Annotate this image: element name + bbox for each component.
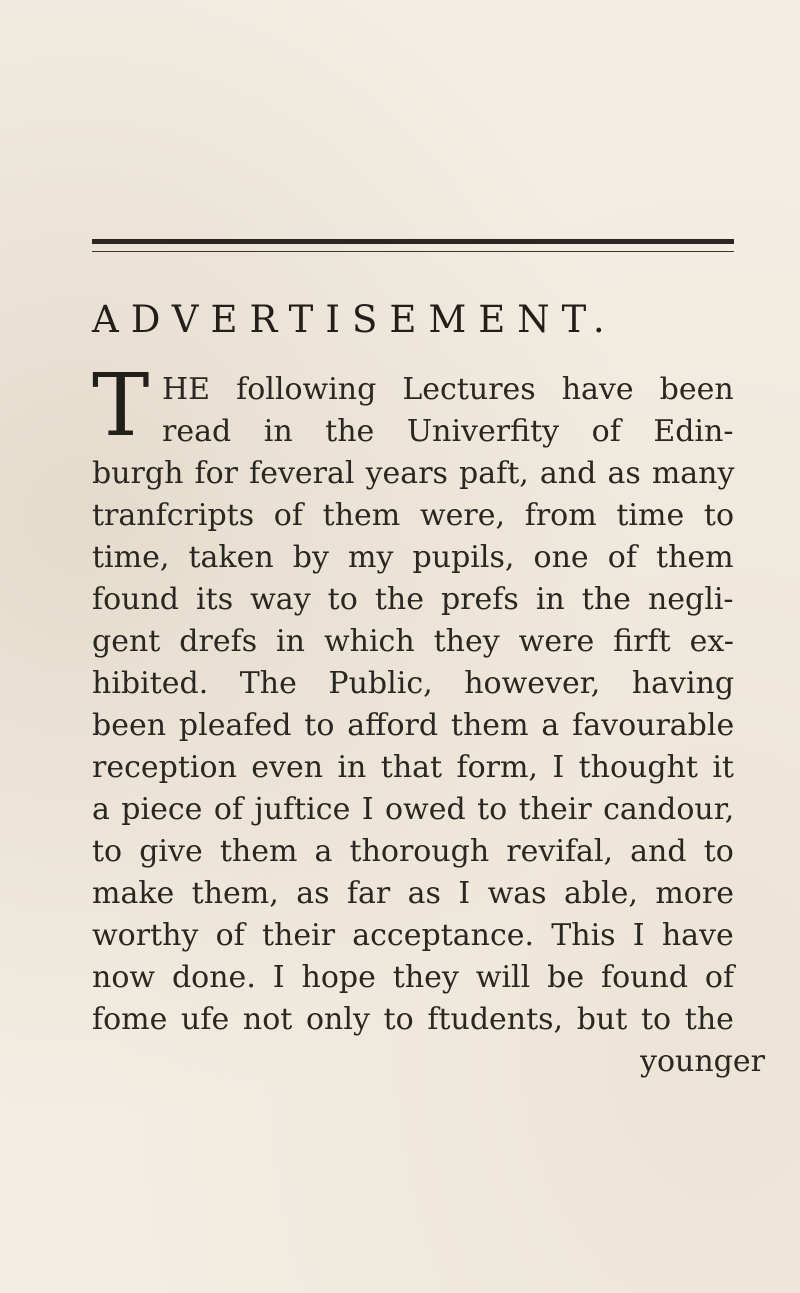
- text-line: tranfcripts of them were, from time to: [92, 498, 735, 533]
- text-line: reception even in that form, I thought it: [92, 750, 734, 785]
- text-line: fome ufe not only to ftudents, but to the: [92, 1002, 734, 1037]
- page-heading: ADVERTISEMENT.: [92, 298, 617, 341]
- text-line: time, taken by my pupils, one of them: [92, 540, 734, 575]
- header-rule-thin: [92, 251, 734, 252]
- text-line: a piece of juftice I owed to their candour,: [92, 792, 735, 827]
- drop-cap: T: [92, 356, 150, 456]
- text-line: make them, as far as I was able, more: [92, 876, 734, 911]
- catchword: younger: [640, 1044, 765, 1079]
- header-rule-thick: [92, 239, 734, 244]
- text-line: HE following Lectures have been: [162, 372, 734, 407]
- text-line: found its way to the prefs in the negli-: [92, 582, 734, 617]
- text-line: gent drefs in which they were firft ex-: [92, 624, 734, 659]
- text-line: hibited. The Public, however, having: [92, 666, 735, 701]
- text-line: read in the Univerfity of Edin-: [162, 414, 734, 449]
- text-line: been pleafed to afford them a favourable: [92, 708, 735, 743]
- text-line: worthy of their acceptance. This I have: [92, 918, 734, 953]
- text-line: burgh for feveral years paft, and as many: [92, 456, 735, 491]
- text-line: now done. I hope they will be found of: [92, 960, 735, 995]
- text-line: to give them a thorough revifal, and to: [92, 834, 734, 869]
